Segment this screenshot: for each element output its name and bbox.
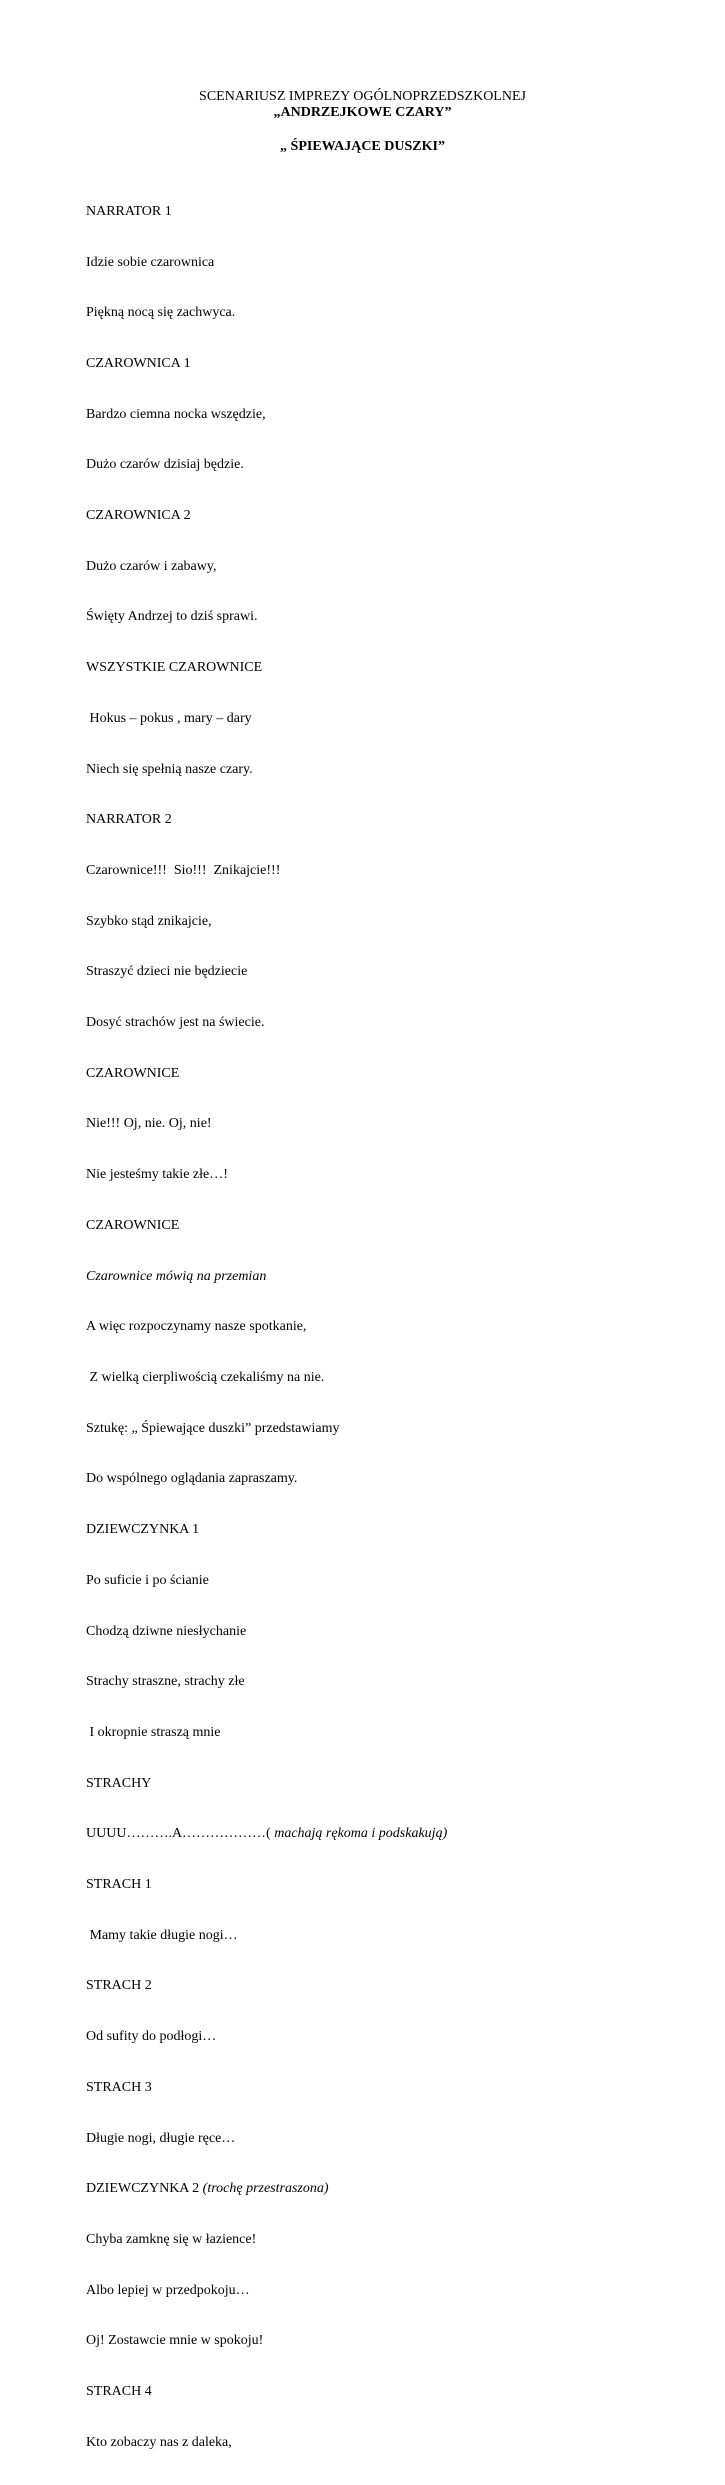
script-line: Dużo czarów dzisiaj będzie. xyxy=(86,457,244,473)
speaker-label-with-direction xyxy=(86,2181,646,2198)
script-line: Piękną nocą się zachwyca. xyxy=(86,305,236,321)
event-title: „ANDRZEJKOWE CZARY” xyxy=(273,105,452,120)
script-line-with-direction xyxy=(86,1826,646,1843)
speaker-label: NARRATOR 1 xyxy=(86,203,172,219)
script-line: Nie!!! Oj, nie. Oj, nie! xyxy=(86,1116,212,1132)
script-line: Strachy straszne, strachy złe xyxy=(86,1674,245,1690)
script-line: Hokus – pokus , mary – dary xyxy=(86,710,252,726)
script-line: Szybko stąd znikajcie, xyxy=(86,913,212,929)
script-line: I okropnie straszą mnie xyxy=(86,1724,221,1740)
script-line: Oj! Zostawcie mnie w spokoju! xyxy=(86,2333,264,2349)
speaker-label: WSZYSTKIE CZAROWNICE xyxy=(86,660,263,676)
script-line: Dużo czarów i zabawy, xyxy=(86,558,217,574)
script-line: Chodzą dziwne niesłychanie xyxy=(86,1623,247,1639)
script-line: Długie nogi, długie ręce… xyxy=(86,2130,236,2146)
speaker-label: STRACH 1 xyxy=(86,1877,152,1893)
script-line: Z wielką cierpliwością czekaliśmy na nie. xyxy=(86,1369,325,1385)
speaker-label: NARRATOR 2 xyxy=(86,812,172,828)
script-line: Nie jesteśmy takie złe…! xyxy=(86,1167,228,1183)
script-line: Idzie sobie czarownica xyxy=(86,254,215,270)
speaker-label: STRACH 4 xyxy=(86,2384,152,2400)
script-line: Niech się spełnią nasze czary. xyxy=(86,761,253,777)
script-line: Po suficie i po ścianie xyxy=(86,1572,209,1588)
speaker-label: CZAROWNICA 1 xyxy=(86,355,191,371)
stage-direction: machają rękoma i podskakują) xyxy=(274,1826,448,1842)
speaker-label: STRACH 3 xyxy=(86,2079,152,2095)
script-line: Chyba zamknę się w łazience! xyxy=(86,2231,257,2247)
speaker-label: DZIEWCZYNKA 2 xyxy=(86,2181,203,2197)
speaker-label: CZAROWNICE xyxy=(86,1065,180,1081)
script-line: Czarownice!!! Sio!!! Znikajcie!!! xyxy=(86,862,281,878)
script-line: Sztukę: „ Śpiewające duszki” przedstawiamy xyxy=(86,1420,340,1436)
script-line: Bardzo ciemna nocka wszędzie, xyxy=(86,406,266,422)
script-body xyxy=(86,170,646,2485)
speaker-label: STRACHY xyxy=(86,1775,152,1791)
script-line: Albo lepiej w przedpokoju… xyxy=(86,2282,250,2298)
play-title: „ ŚPIEWAJĄCE DUSZKI” xyxy=(280,139,445,154)
speaker-label: DZIEWCZYNKA 1 xyxy=(86,1522,200,1538)
stage-direction: (trochę przestraszona) xyxy=(202,2181,329,2197)
script-line: Od sufity do podłogi… xyxy=(86,2029,217,2045)
stage-direction: Czarownice mówią na przemian xyxy=(86,1268,267,1284)
speaker-label: CZAROWNICA 2 xyxy=(86,508,191,524)
script-line: Kto zobaczy nas z daleka, xyxy=(86,2434,232,2450)
script-line: Dosyć strachów jest na świecie. xyxy=(86,1015,265,1031)
script-line: Mamy takie długie nogi… xyxy=(86,1927,238,1943)
script-line: Święty Andrzej to dziś sprawi. xyxy=(86,609,258,625)
script-line-text: UUUU……….A………………( xyxy=(86,1826,275,1842)
script-line: Straszyć dzieci nie będziecie xyxy=(86,964,248,980)
script-line: A więc rozpoczynamy nasze spotkanie, xyxy=(86,1319,307,1335)
speaker-label: CZAROWNICE xyxy=(86,1217,180,1233)
speaker-label: STRACH 2 xyxy=(86,1978,152,1994)
document-title: SCENARIUSZ IMPREZY OGÓLNOPRZEDSZKOLNEJ xyxy=(199,89,526,104)
script-line: Do wspólnego oglądania zapraszamy. xyxy=(86,1471,298,1487)
